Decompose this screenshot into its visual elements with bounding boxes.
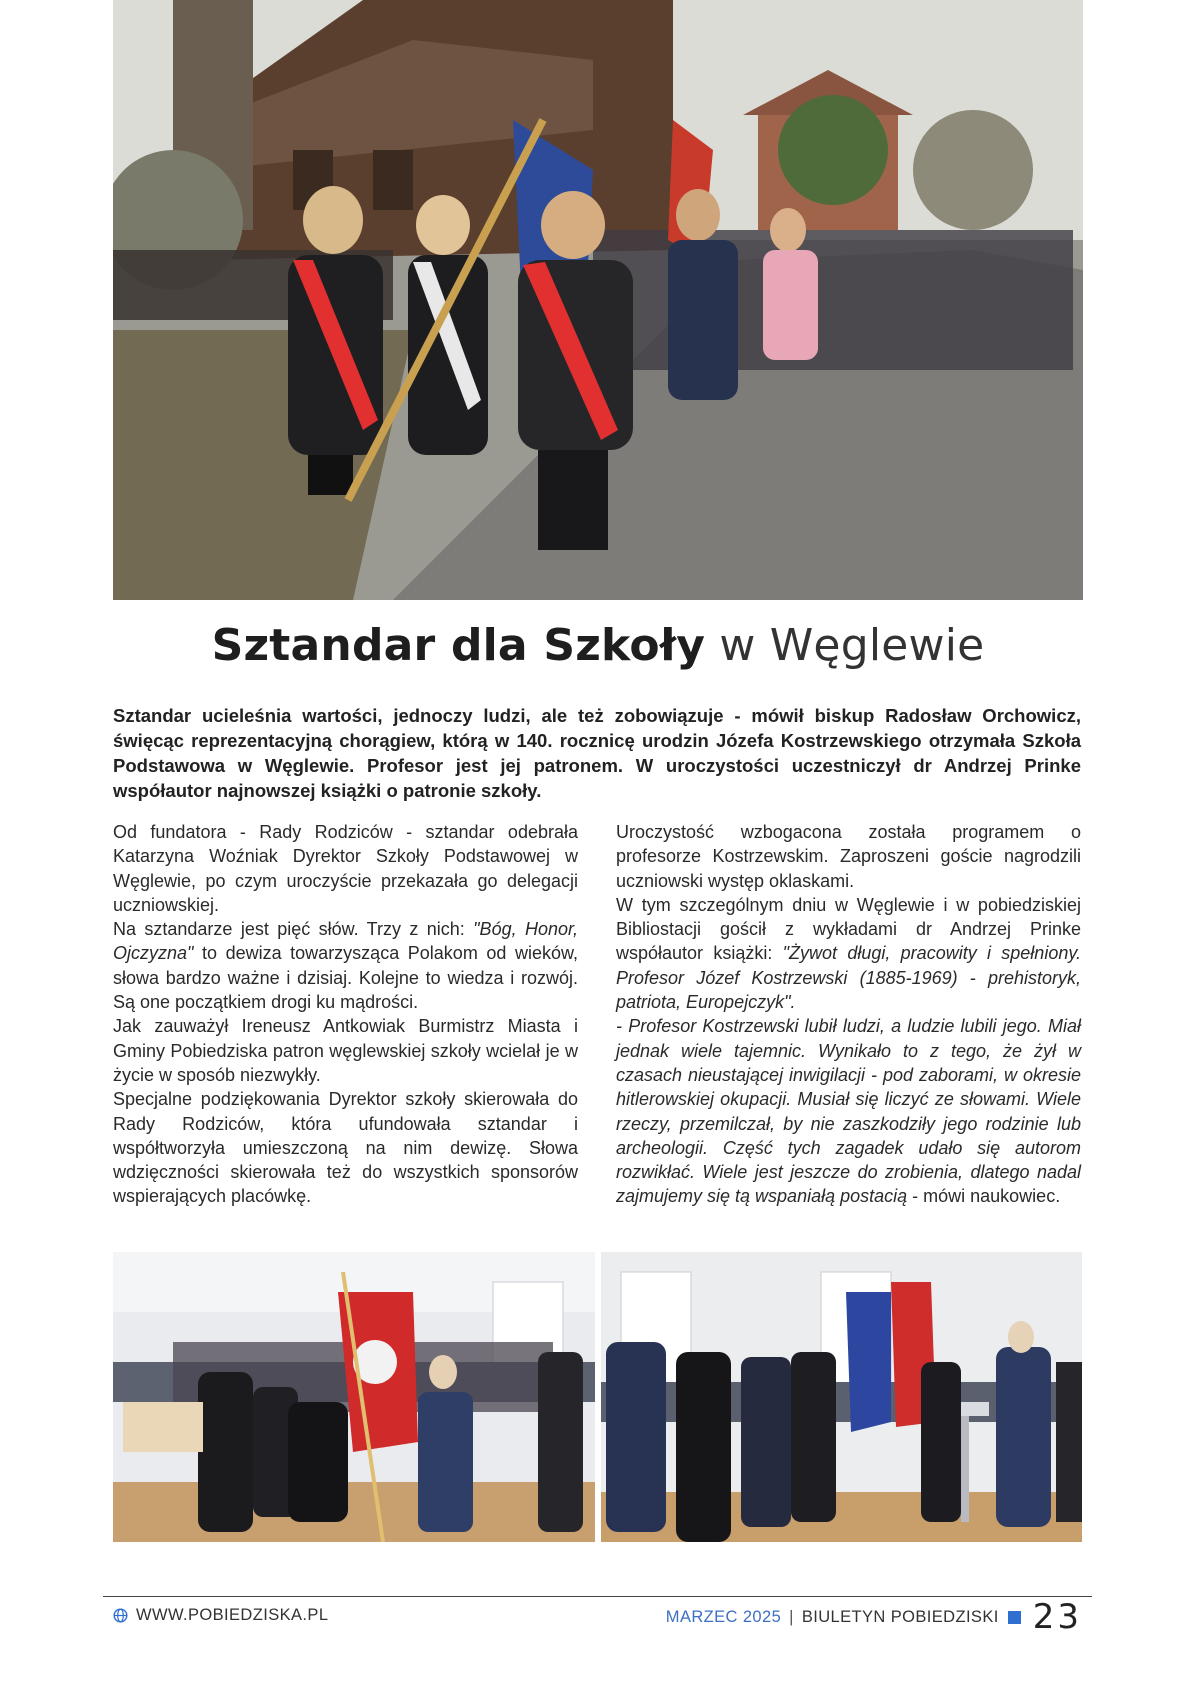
photo-banner-handover (113, 1252, 595, 1542)
footer-url-text[interactable]: WWW.POBIEDZISKA.PL (136, 1606, 329, 1624)
footer-publication-name: BIULETYN POBIEDZISKI (801, 1607, 999, 1626)
footer-website[interactable] (113, 1606, 328, 1625)
left-paragraph-2-end: to dewiza towarzysząca Polakom od wieków, słowa bardzo ważne i dzisiaj. Kolejne to wiedza i rozwój. Są one początkiem drogi ku mądrości. (113, 943, 578, 1013)
article-lead: Sztandar ucieleśnia wartości, jednoczy ludzi, ale też zobowiązuje - mówił biskup Radosław Orchowicz, święcąc reprezentacyjną chorągiew, którą w 140. rocznicę urodzin Józefa Kostrzewskiego otrzymała Szkoła Podstawowa w Węglewie. Profesor jest jej patronem. W uroczystości uczestniczył dr Andrzej Prinke współautor najnowszej książki o patronie szkoły. (113, 705, 1081, 801)
footer-square-icon (1008, 1611, 1021, 1624)
left-paragraph-1: Od fundatora - Rady Rodziców - sztandar odebrała Katarzyna Woźniak Dyrektor Szkoły Podstawowej w Węglewie, po czym uroczyście przekazała go delegacji uczniowskiej. (113, 822, 578, 915)
article-title-light: w Węglewie (719, 620, 985, 671)
left-paragraph-4: Specjalne podziękowania Dyrektor szkoły skierowała do Rady Rodziców, która ufundowała sztandar i współtworzyła umieszczoną na nim dewizę. Słowa wdzięczności skierowała też do wszystkich sponsorów wspierających placówkę. (113, 1089, 578, 1207)
book-title-quote: "Żywot długi, pracowity i spełniony. Profesor Józef Kostrzewski (1885-1969) - prehistoryk, patriota, Europejczyk". (616, 943, 1082, 1013)
photo-guests-ceremony (601, 1252, 1082, 1542)
footer-publication-info (640, 1597, 1082, 1637)
left-paragraph-2-start: Na sztandarze jest pięć słów. Trzy z nich: (113, 919, 474, 940)
right-paragraph-3-end: - mówi naukowiec. (907, 1186, 1061, 1207)
article-title-bold: Sztandar dla Szkoły (211, 620, 706, 671)
globe-icon (113, 1608, 128, 1623)
right-paragraph-3 (616, 1014, 1081, 1208)
footer-separator: | (789, 1607, 794, 1626)
motto-quote: "Bóg, Honor, Ojczyzna" (113, 919, 579, 964)
article-column-right (616, 820, 1081, 1209)
article-column-left (113, 820, 578, 1209)
right-paragraph-1: Uroczystość wzbogacona została programem o profesorze Kostrzewskim. Zaproszeni goście nagrodzili uczniowski występ oklaskami. (616, 822, 1081, 891)
left-paragraph-3: Jak zauważył Ireneusz Antkowiak Burmistrz Miasta i Gminy Pobiedziska patron węglewskiej szkoły wcielał je w życie w sposób niezwykły. (113, 1016, 578, 1085)
page-number: 23 (1032, 1597, 1082, 1637)
prinke-quote: - Profesor Kostrzewski lubił ludzi, a ludzie lubili jego. Miał jednak wiele tajemnic. Wynikało to z tego, że żył w czasach nieustającej inwigilacji - pod zaborami, w okresie hitlerowskiej okupacji. Musiał się liczyć ze słowami. Wiele rzeczy, przemilczał, by nie zaszkodziły jego rodzinie lub archeologii. Część tych zagadek udało się autorom rozwikłać. Wiele jest jeszcze do zrobienia, dlatego nadal zajmujemy się tą wspaniałą postacią (616, 1016, 1081, 1207)
right-paragraph-2-start: W tym szczególnym dniu w Węglewie i w pobiedziskiej Bibliostacji gościł z wykładami dr Andrzej Prinke współautor książki: (616, 894, 1081, 964)
hero-photo-procession (113, 0, 1083, 600)
article-title (113, 620, 1083, 671)
footer-issue-date: MARZEC 2025 (665, 1607, 782, 1626)
footer-divider (103, 1596, 1092, 1597)
left-paragraph-2 (113, 917, 578, 1014)
right-paragraph-2 (616, 893, 1081, 1014)
